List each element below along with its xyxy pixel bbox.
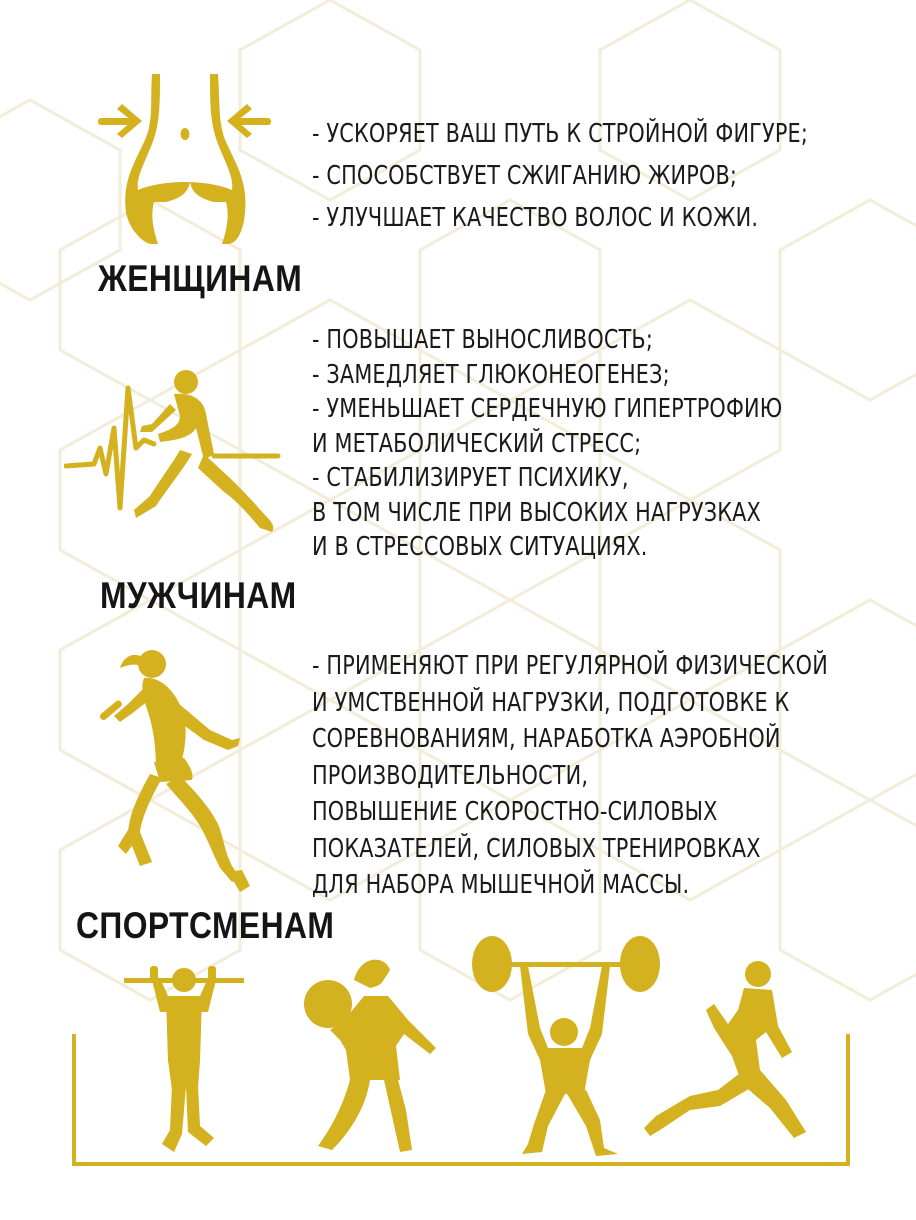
athletes-frame (0, 930, 916, 1220)
pull-up-athlete-icon (124, 966, 244, 1152)
ball-player-icon (304, 960, 436, 1152)
list-item: В ТОМ ЧИСЛЕ ПРИ ВЫСОКИХ НАГРУЗКАХ (312, 497, 761, 528)
list-item: ПОКАЗАТЕЛЕЙ, СИЛОВЫХ ТРЕНИРОВКАХ (312, 833, 761, 864)
list-item: И В СТРЕССОВЫХ СИТУАЦИЯХ. (312, 532, 648, 562)
list-item: - ЗАМЕДЛЯЕТ ГЛЮКОНЕОГЕНЕЗ; (312, 359, 670, 390)
list-item: - УЛУЧШАЕТ КАЧЕСТВО ВОЛОС И КОЖИ. (312, 203, 759, 233)
runner-heartbeat-icon (64, 368, 284, 538)
women-title: ЖЕНЩИНАМ (98, 258, 303, 299)
list-item: СОРЕВНОВАНИЯМ, НАРАБОТКА АЭРОБНОЙ (312, 724, 781, 754)
list-item: - ПОВЫШАЕТ ВЫНОСЛИВОСТЬ; (312, 325, 654, 355)
list-item: И УМСТВЕННОЙ НАГРУЗКИ, ПОДГОТОВКЕ К (312, 687, 790, 718)
list-item: - СТАБИЛИЗИРУЕТ ПСИХИКУ, (312, 463, 629, 493)
women-benefits-list (312, 113, 808, 239)
list-item: ДЛЯ НАБОРА МЫШЕЧНОЙ МАССЫ. (312, 870, 690, 900)
list-item: И МЕТАБОЛИЧЕСКИЙ СТРЕСС; (312, 428, 642, 459)
men-benefits-list (312, 323, 782, 565)
list-item: - УСКОРЯЕТ ВАШ ПУТЬ К СТРОЙНОЙ ФИГУРЕ; (312, 119, 809, 149)
athletes-title: СПОРТСМЕНАМ (76, 905, 335, 946)
men-title: МУЖЧИНАМ (100, 575, 297, 616)
weightlifter-icon (472, 936, 660, 1156)
list-item: - УМЕНЬШАЕТ СЕРДЕЧНУЮ ГИПЕРТРОФИЮ (312, 394, 783, 424)
waist-measure-icon (92, 72, 277, 247)
list-item: - ПРИМЕНЯЮТ ПРИ РЕГУЛЯРНОЙ ФИЗИЧЕСКОЙ (312, 651, 828, 681)
list-item: - СПОСОБСТВУЕТ СЖИГАНИЮ ЖИРОВ; (312, 161, 738, 191)
list-item: ПОВЫШЕНИЕ СКОРОСТНО-СИЛОВЫХ (312, 797, 718, 827)
athletes-benefits-list (312, 648, 828, 904)
list-item: ПРОИЗВОДИТЕЛЬНОСТИ, (312, 760, 589, 791)
relay-runner-icon (100, 646, 260, 896)
sprinter-icon (644, 961, 806, 1138)
